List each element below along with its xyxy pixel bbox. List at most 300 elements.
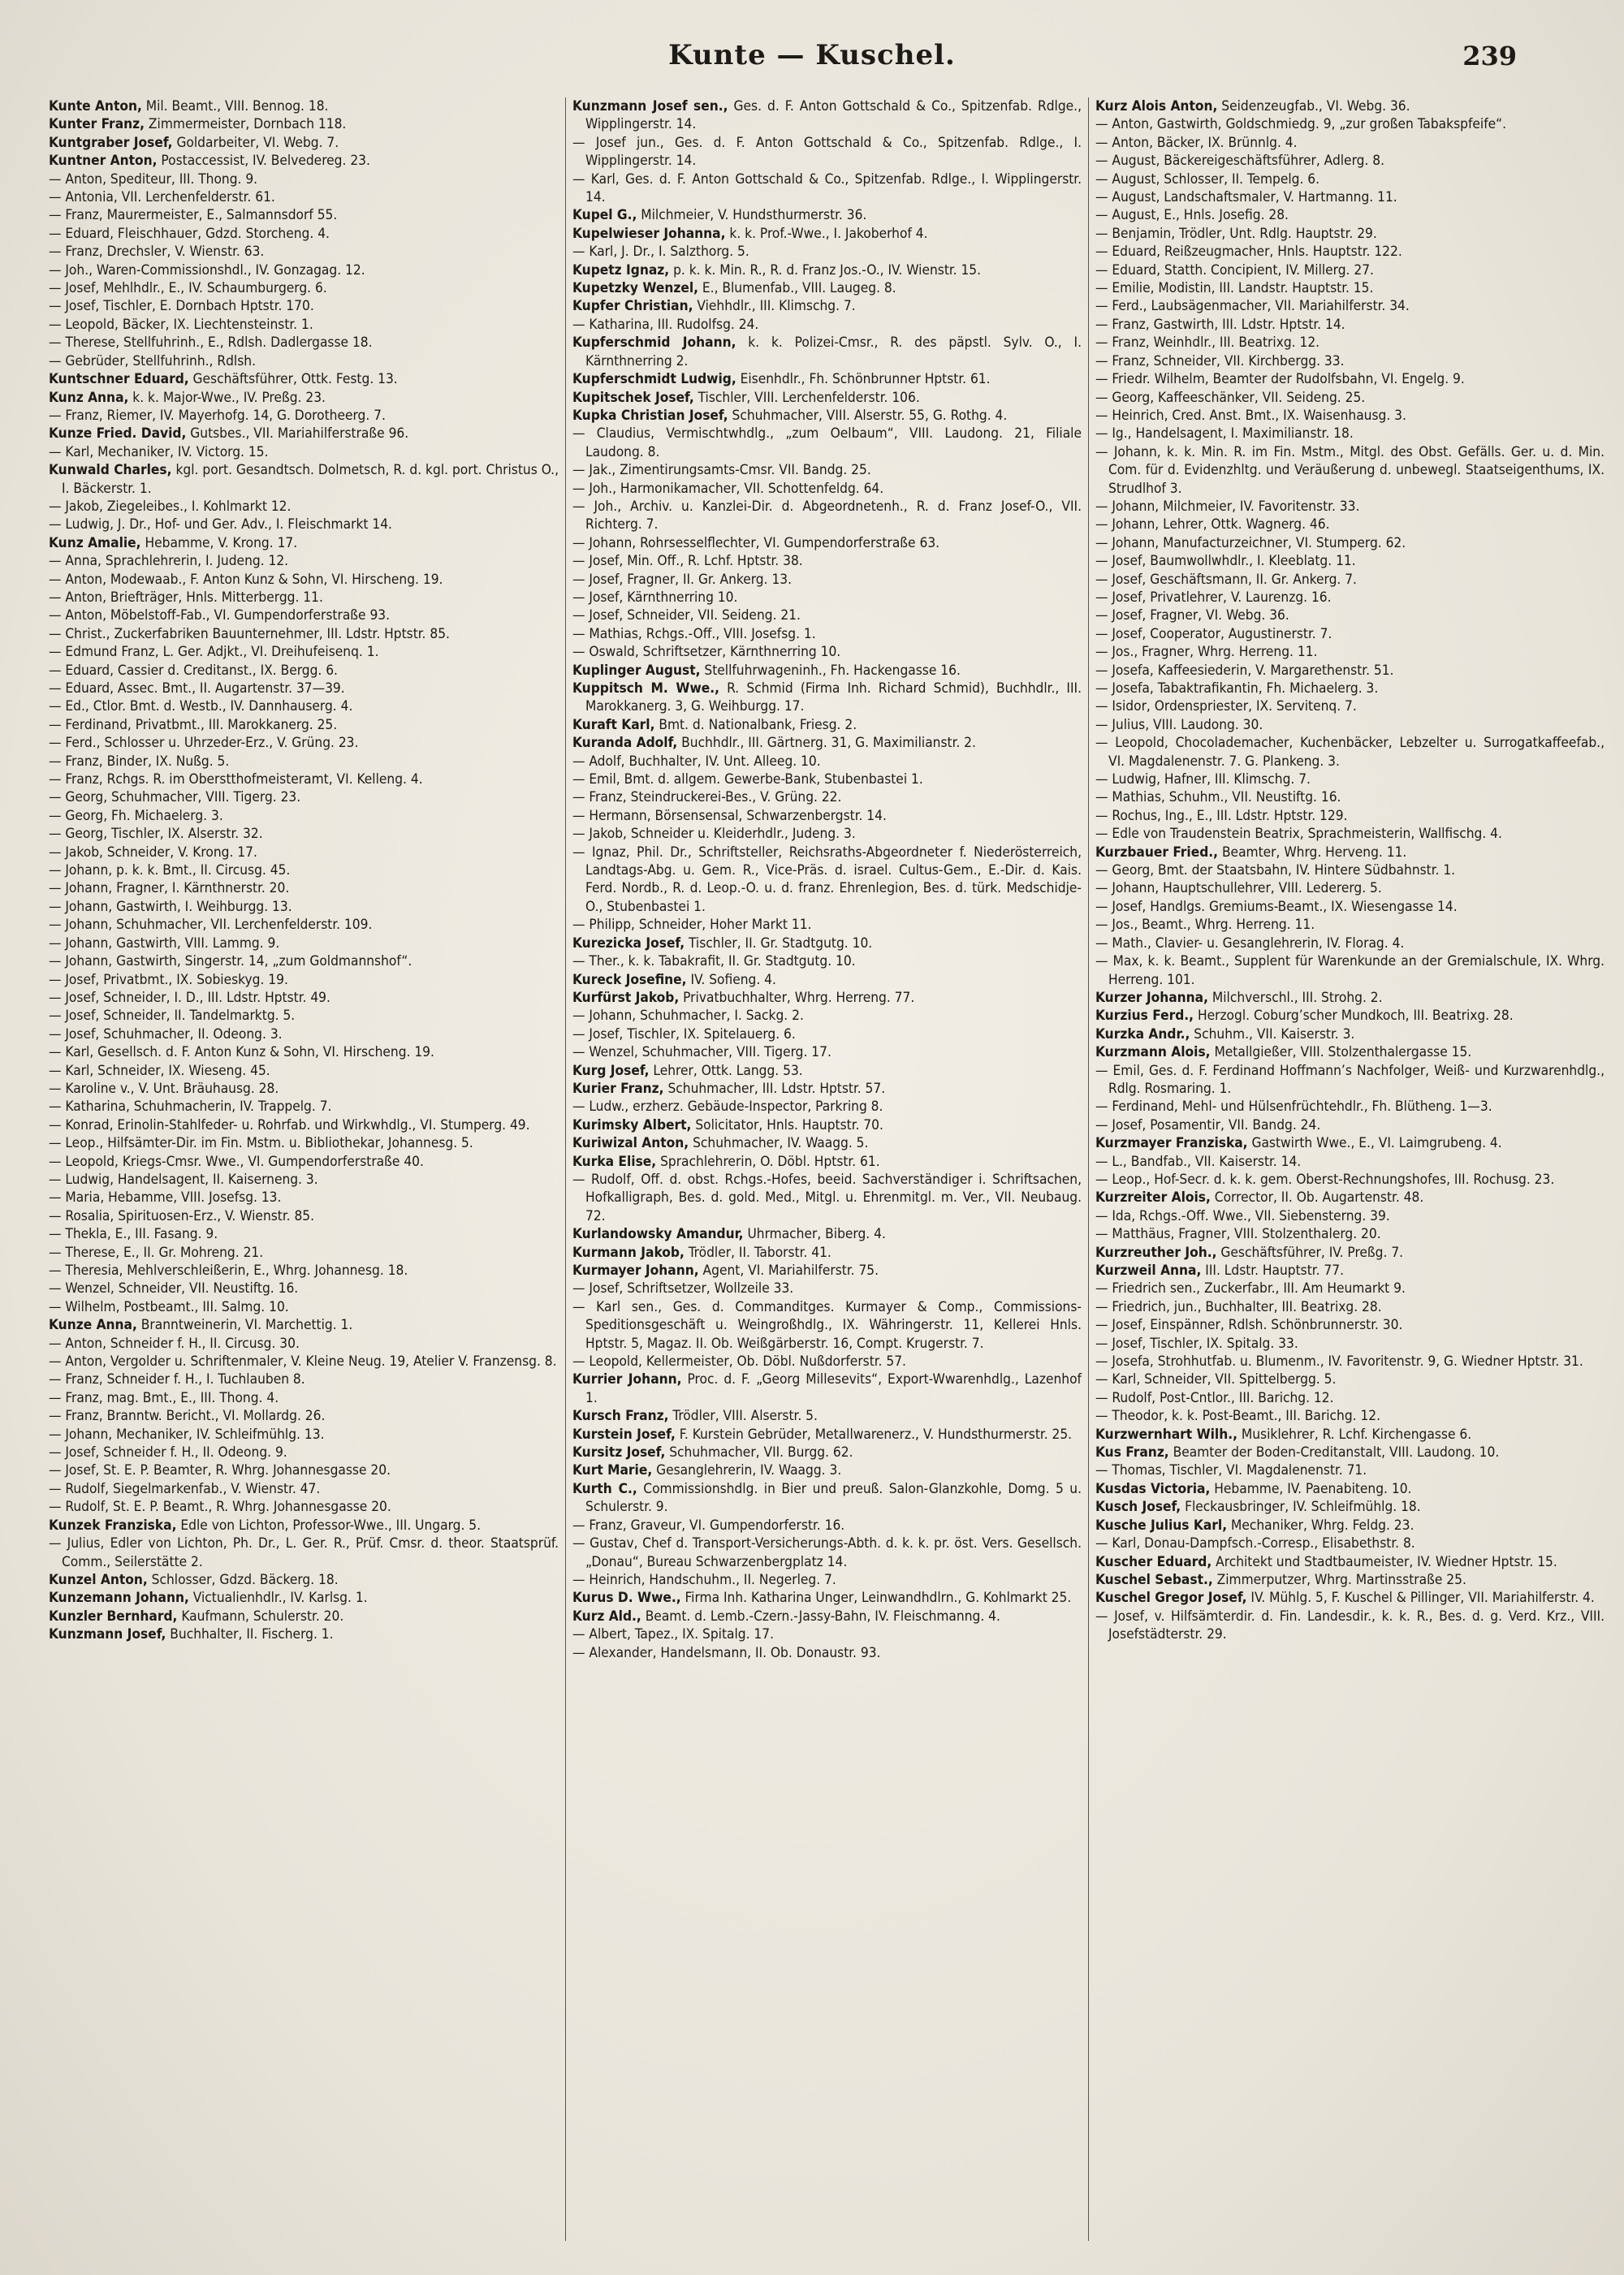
entry-details: Schuhmacher, VIII. Alserstr. 55, G. Rothg. 4.: [728, 407, 1008, 424]
directory-entry: [49, 680, 559, 697]
directory-entry: [1095, 898, 1605, 916]
entry-details: — Karl, Schneider, VII. Spittelbergg. 5.: [1095, 1371, 1337, 1388]
directory-entry: [49, 916, 559, 934]
entry-details: — Thomas, Tischler, VI. Magdalenenstr. 71.: [1095, 1462, 1367, 1479]
entry-name: Kuntner Anton,: [49, 153, 158, 170]
directory-entry: [572, 680, 1082, 716]
directory-entry: [49, 1134, 559, 1152]
entry-details: — Heinrich, Cred. Anst. Bmt., IX. Waisenhausg. 3.: [1095, 407, 1406, 424]
entry-details: — Eduard, Statth. Concipient, IV. Millerg. 27.: [1095, 261, 1374, 278]
entry-details: Viehhdlr., III. Klimschg. 7.: [693, 298, 856, 315]
entry-details: — Johann, Gastwirth, VIII. Lammg. 9.: [49, 935, 280, 952]
directory-entry: [49, 662, 559, 680]
entry-details: Hebamme, IV. Paenabiteng. 10.: [1210, 1480, 1412, 1497]
entry-name: Kunzek Franziska,: [49, 1517, 177, 1534]
entry-details: Postaccessist, IV. Belvedereg. 23.: [157, 153, 370, 170]
entry-details: — Josef, Schriftsetzer, Wollzeile 33.: [572, 1280, 794, 1297]
entry-name: Kurg Josef,: [572, 1062, 650, 1079]
entry-details: — Josef, Privatlehrer, V. Laurenzg. 16.: [1095, 589, 1332, 606]
directory-entry: [572, 1407, 1082, 1425]
entry-name: Kurus D. Wwe.,: [572, 1590, 681, 1607]
directory-entry: [1095, 279, 1605, 297]
entry-name: Kunzemann Johann,: [49, 1590, 189, 1607]
entry-details: — Josef, Schuhmacher, II. Odeong. 3.: [49, 1025, 283, 1043]
directory-entry: [1095, 1153, 1605, 1171]
entry-name: Kuntschner Eduard,: [49, 371, 189, 388]
entry-details: — Johann, Hauptschullehrer, VIII. Ledererg. 5.: [1095, 880, 1382, 897]
directory-entry: [49, 206, 559, 224]
entry-details: — Johann, Milchmeier, IV. Favoritenstr. 33.: [1095, 498, 1360, 515]
entry-details: Lehrer, Ottk. Langg. 53.: [649, 1062, 803, 1079]
directory-entry: [49, 171, 559, 188]
entry-details: Buchhalter, II. Fischerg. 1.: [166, 1626, 334, 1643]
entry-details: Uhrmacher, Biberg. 4.: [743, 1226, 886, 1243]
column-3: [1088, 97, 1611, 2241]
entry-name: Kurzreuther Joh.,: [1095, 1244, 1217, 1261]
directory-entry: [1095, 1298, 1605, 1316]
directory-entry: [49, 1189, 559, 1207]
entry-details: k. k. Major-Wwe., IV. Preßg. 23.: [128, 389, 326, 406]
entry-details: — Georg, Schuhmacher, VIII. Tigerg. 23.: [49, 789, 301, 806]
directory-entry: [572, 825, 1082, 843]
entry-details: Firma Inh. Katharina Unger, Leinwandhdlrn., G. Kohlmarkt 25.: [680, 1590, 1072, 1607]
directory-entry: [572, 952, 1082, 970]
entry-name: Kuppitsch M. Wwe.,: [572, 680, 720, 697]
entry-details: — Isidor, Ordenspriester, IX. Servitenq. 7.: [1095, 698, 1357, 715]
directory-entry: [1095, 589, 1605, 607]
entry-details: — Katharina, Schuhmacherin, IV. Trappelg. 7.: [49, 1099, 332, 1116]
entry-details: — Thekla, E., III. Fasang. 9.: [49, 1226, 218, 1243]
entry-details: — Josef, Tischler, IX. Spitalg. 33.: [1095, 1335, 1298, 1352]
directory-entry: [49, 1116, 559, 1134]
directory-entry: [49, 1625, 559, 1643]
directory-entry: [1095, 1225, 1605, 1243]
entry-name: Kupel G.,: [572, 207, 637, 224]
directory-entry: [49, 461, 559, 498]
entry-details: — Josefa, Kaffeesiederin, V. Margarethenstr. 51.: [1095, 662, 1394, 679]
directory-entry: [572, 297, 1082, 315]
entry-name: Kurzmann Alois,: [1095, 1044, 1211, 1061]
entry-details: Edle von Lichton, Professor-Wwe., III. Ungarg. 5.: [176, 1517, 482, 1534]
entry-details: — Rudolf, St. E. P. Beamt., R. Whrg. Johannesgasse 20.: [49, 1499, 391, 1516]
entry-details: — Josef, Mehlhdlr., E., IV. Schaumburgerg. 6.: [49, 280, 327, 297]
directory-entry: [1095, 97, 1605, 115]
entry-details: — Josef, Handlgs. Gremiums-Beamt., IX. Wiesengasse 14.: [1095, 898, 1458, 915]
directory-entry: [1095, 243, 1605, 261]
entry-name: Kurlandowsky Amandur,: [572, 1226, 744, 1243]
entry-name: Kupfer Christian,: [572, 298, 693, 315]
entry-name: Kurth C.,: [572, 1480, 637, 1497]
directory-columns: [42, 97, 1614, 2241]
directory-entry: [49, 1589, 559, 1607]
directory-entry: [572, 279, 1082, 297]
directory-entry: [572, 607, 1082, 624]
entry-details: — Rosalia, Spirituosen-Erz., V. Wienstr. 85.: [49, 1207, 315, 1224]
directory-entry: [49, 697, 559, 715]
entry-details: Eisenhdlr., Fh. Schönbrunner Hptstr. 61.: [736, 371, 991, 388]
directory-entry: [1095, 334, 1605, 352]
entry-details: — August, E., Hnls. Josefig. 28.: [1095, 207, 1289, 224]
directory-entry: [1095, 1535, 1605, 1552]
directory-entry: [49, 1608, 559, 1625]
entry-name: Kurz Alois Anton,: [1095, 98, 1218, 114]
entry-details: — Johann, Schuhmacher, I. Sackg. 2.: [572, 1008, 804, 1025]
entry-details: — Josef, Fragner, II. Gr. Ankerg. 13.: [572, 571, 793, 588]
entry-name: Kunzler Bernhard,: [49, 1608, 178, 1625]
directory-entry: [49, 1080, 559, 1098]
entry-name: Kurzmayer Franziska,: [1095, 1135, 1248, 1152]
entry-name: Kurstein Josef,: [572, 1426, 676, 1443]
directory-entry: [572, 370, 1082, 388]
directory-entry: [572, 243, 1082, 261]
entry-details: — Anton, Bäcker, IX. Brünnlg. 4.: [1095, 134, 1298, 151]
entry-details: — Karoline v., V. Unt. Bräuhausg. 28.: [49, 1080, 279, 1097]
directory-entry: [49, 516, 559, 533]
directory-entry: [1095, 788, 1605, 806]
directory-entry: [1095, 935, 1605, 952]
directory-entry: [1095, 625, 1605, 643]
directory-entry: [49, 971, 559, 989]
entry-details: — Ida, Rchgs.-Off. Wwe., VII. Siebensterng. 39.: [1095, 1207, 1390, 1224]
directory-entry: [49, 1517, 559, 1535]
directory-entry: [49, 734, 559, 752]
directory-entry: [49, 407, 559, 425]
entry-details: Gesanglehrerin, IV. Waagg. 3.: [652, 1462, 842, 1479]
entry-details: — Franz, Maurermeister, E., Salmannsdorf 55.: [49, 207, 338, 224]
directory-entry: [1095, 1134, 1605, 1152]
directory-entry: [1095, 1444, 1605, 1461]
directory-entry: [49, 1171, 559, 1189]
directory-entry: [49, 1335, 559, 1353]
entry-details: Schlosser, Gdzd. Bäckerg. 18.: [147, 1571, 339, 1588]
directory-entry: [1095, 1571, 1605, 1589]
directory-entry: [1095, 1480, 1605, 1498]
entry-details: p. k. k. Min. R., R. d. Franz Jos.-O., IV. Wienstr. 15.: [669, 261, 982, 278]
directory-entry: [1095, 1517, 1605, 1535]
entry-details: — Gebrüder, Stellfuhrinh., Rdlsh.: [49, 352, 257, 369]
directory-entry: [572, 807, 1082, 825]
entry-name: Kurimsky Albert,: [572, 1116, 692, 1133]
directory-entry: [572, 1571, 1082, 1589]
entry-details: — Philipp, Schneider, Hoher Markt 11.: [572, 917, 812, 934]
entry-details: — Karl, Schneider, IX. Wieseng. 45.: [49, 1062, 270, 1079]
column-2: [565, 97, 1088, 2241]
directory-entry: [49, 498, 559, 516]
entry-details: — Franz, Graveur, VI. Gumpendorferstr. 16.: [572, 1517, 845, 1534]
directory-entry: [1095, 1280, 1605, 1297]
entry-details: — Josef, Schneider, II. Tandelmarktg. 5.: [49, 1008, 296, 1025]
directory-entry: [1095, 952, 1605, 989]
entry-details: — Gustav, Chef d. Transport-Versicherungs-Abth. d. k. k. pr. öst. Vers. Gesellsch. „Donau“, Bureau Schwarzenbergplatz 14.: [572, 1535, 1082, 1570]
directory-entry: [1095, 297, 1605, 315]
entry-details: — Konrad, Erinolin-Stahlfeder- u. Rohrfab. und Wirkwhdlg., VI. Stumperg. 49.: [49, 1116, 530, 1133]
directory-entry: [1095, 552, 1605, 570]
entry-details: — Joh., Archiv. u. Kanzlei-Dir. d. Abgeordnetenh., R. d. Franz Josef-O., VII. Richterg. 7.: [572, 498, 1082, 533]
directory-entry: [572, 1608, 1082, 1625]
directory-entry: [572, 134, 1082, 171]
entry-details: — Maria, Hebamme, VIII. Josefsg. 13.: [49, 1189, 282, 1207]
directory-entry: [49, 1461, 559, 1479]
entry-details: — Franz, Steindruckerei-Bes., V. Grüng. 22.: [572, 789, 842, 806]
entry-details: — Mathias, Schuhm., VII. Neustiftg. 16.: [1095, 789, 1341, 806]
entry-details: — Max, k. k. Beamt., Supplent für Warenkunde an der Gremialschule, IX. Whrg. Herreng. 101.: [1095, 953, 1605, 988]
entry-details: — Hermann, Börsensensal, Schwarzenbergstr. 14.: [572, 807, 887, 824]
entry-details: — Jakob, Schneider u. Kleiderhdlr., Judeng. 3.: [572, 826, 856, 843]
directory-entry: [49, 1098, 559, 1116]
directory-entry: [1095, 697, 1605, 715]
entry-details: — Johann, Gastwirth, I. Weihburgg. 13.: [49, 898, 292, 915]
directory-entry: [1095, 1426, 1605, 1444]
entry-name: Kunzmann Josef sen.,: [572, 98, 728, 114]
entry-name: Kurzbauer Fried.,: [1095, 844, 1219, 861]
entry-name: Kuschel Gregor Josef,: [1095, 1590, 1247, 1607]
directory-entry: [1095, 1608, 1605, 1644]
entry-name: Kurfürst Jakob,: [572, 989, 680, 1006]
entry-details: — Franz, Schneider, VII. Kirchbergg. 33.: [1095, 352, 1345, 369]
directory-entry: [49, 316, 559, 334]
directory-entry: [572, 498, 1082, 534]
directory-entry: [572, 1535, 1082, 1571]
entry-details: — Franz, Branntw. Bericht., VI. Mollardg. 26.: [49, 1408, 326, 1425]
directory-entry: [1095, 1262, 1605, 1280]
entry-details: — Anton, Modewaab., F. Anton Kunz & Sohn, VI. Hirscheng. 19.: [49, 571, 443, 588]
entry-details: — Anton, Möbelstoff-Fab., VI. Gumpendorferstraße 93.: [49, 607, 391, 624]
directory-entry: [572, 844, 1082, 917]
directory-entry: [572, 1426, 1082, 1444]
entry-details: — Leopold, Bäcker, IX. Liechtensteinstr. 1.: [49, 316, 313, 333]
directory-entry: [1095, 1116, 1605, 1134]
entry-details: Solicitator, Hnls. Hauptstr. 70.: [691, 1116, 883, 1133]
directory-entry: [49, 1062, 559, 1080]
directory-entry: [572, 1025, 1082, 1043]
entry-details: — Karl, Ges. d. F. Anton Gottschald & Co., Spitzenfab. Rdlge., I. Wipplingerstr. 14.: [572, 171, 1082, 206]
directory-entry: [572, 1444, 1082, 1461]
directory-entry: [572, 225, 1082, 243]
entry-details: — Josef, Kärnthnerring 10.: [572, 589, 738, 606]
directory-entry: [572, 989, 1082, 1007]
entry-details: — Ferd., Laubsägenmacher, VII. Mariahilferstr. 34.: [1095, 298, 1410, 315]
entry-details: — Karl sen., Ges. d. Commanditges. Kurmayer & Comp., Commissions-Speditionsgeschäft u. Weingroßhdlg., IX. Währingerstr. 11, Kellerei Hnls. Hptstr. 5, Magaz. II. Ob. Weißgärberstr. 16, Compt. Krugerstr. 7.: [572, 1298, 1082, 1352]
directory-entry: [1095, 662, 1605, 680]
entry-details: — Johann, Manufacturzeichner, VI. Stumperg. 62.: [1095, 534, 1406, 551]
entry-details: — Oswald, Schriftsetzer, Kärnthnerring 10.: [572, 644, 841, 661]
entry-name: Kupitschek Josef,: [572, 389, 694, 406]
entry-details: — Friedrich sen., Zuckerfabr., III. Am Heumarkt 9.: [1095, 1280, 1406, 1297]
entry-details: Schuhmacher, III. Ldstr. Hptstr. 57.: [663, 1080, 886, 1097]
entry-details: — Theodor, k. k. Post-Beamt., III. Barichg. 12.: [1095, 1408, 1381, 1425]
directory-entry: [1095, 1589, 1605, 1607]
entry-details: — Josef, v. Hilfsämterdir. d. Fin. Landesdir., k. k. R., Bes. d. g. Verd. Krz., VIII. Josefstädterstr. 29.: [1095, 1608, 1605, 1643]
directory-entry: [572, 625, 1082, 643]
entry-details: Schuhm., VII. Kaiserstr. 3.: [1190, 1025, 1355, 1043]
directory-entry: [572, 461, 1082, 479]
entry-details: — Wilhelm, Postbeamt., III. Salmg. 10.: [49, 1298, 289, 1315]
entry-name: Kunze Anna,: [49, 1317, 137, 1334]
directory-entry: [49, 643, 559, 661]
directory-entry: [49, 1426, 559, 1444]
entry-details: — Karl, Mechaniker, IV. Victorg. 15.: [49, 443, 269, 460]
directory-entry: [572, 1644, 1082, 1662]
entry-name: Kupelwieser Johanna,: [572, 225, 726, 242]
entry-name: Kusche Julius Karl,: [1095, 1517, 1228, 1534]
entry-details: Geschäftsführer, IV. Preßg. 7.: [1216, 1244, 1404, 1261]
page-number: 239: [1462, 41, 1517, 71]
directory-entry: [1095, 1025, 1605, 1043]
entry-details: — Ludwig, Handelsagent, II. Kaiserneng. 3.: [49, 1171, 318, 1188]
entry-details: — Johann, Gastwirth, Singerstr. 14, „zum Goldmannshof“.: [49, 953, 412, 970]
directory-entry: [49, 716, 559, 734]
directory-entry: [49, 807, 559, 825]
entry-details: Herzogl. Coburg’scher Mundkoch, III. Beatrixg. 28.: [1194, 1008, 1514, 1025]
entry-details: — Ig., Handelsagent, I. Maximilianstr. 18.: [1095, 425, 1354, 442]
entry-details: — Anton, Schneider f. H., II. Circusg. 30.: [49, 1335, 300, 1352]
directory-entry: [1095, 188, 1605, 206]
column-1: [42, 97, 565, 2241]
directory-entry: [49, 844, 559, 861]
entry-details: Schuhmacher, VII. Burgg. 62.: [665, 1444, 853, 1461]
entry-details: — Anton, Vergolder u. Schriftenmaler, V. Kleine Neug. 19, Atelier V. Franzensg. 8.: [49, 1353, 557, 1371]
entry-details: — Benjamin, Trödler, Unt. Rdlg. Hauptstr. 29.: [1095, 225, 1377, 242]
directory-entry: [49, 1480, 559, 1498]
entry-details: — Franz, Riemer, IV. Mayerhofg. 14, G. Dorotheerg. 7.: [49, 407, 386, 424]
entry-details: IV. Sofieng. 4.: [686, 971, 776, 988]
entry-name: Kuraft Karl,: [572, 716, 655, 733]
directory-entry: [49, 1244, 559, 1262]
directory-entry: [572, 1080, 1082, 1098]
entry-details: — Josef, Einspänner, Rdlsh. Schönbrunnerstr. 30.: [1095, 1317, 1403, 1334]
entry-name: Kunter Franz,: [49, 116, 145, 133]
entry-details: R. Schmid (Firma Inh. Richard Schmid), Buchhdlr., III. Marokkanerg. 3, G. Weihburgg. 17.: [585, 680, 1082, 715]
entry-details: — Anton, Spediteur, III. Thong. 9.: [49, 171, 258, 188]
entry-details: Beamter, Whrg. Herveng. 11.: [1218, 844, 1407, 861]
entry-details: — Friedrich, jun., Buchhalter, III. Beatrixg. 28.: [1095, 1298, 1382, 1315]
entry-details: Trödler, VIII. Alserstr. 5.: [668, 1408, 818, 1425]
directory-entry: [49, 1043, 559, 1061]
entry-details: — Anton, Gastwirth, Goldschmiedg. 9, „zur großen Tabakspfeife“.: [1095, 116, 1507, 133]
entry-details: Metallgießer, VIII. Stolzenthalergasse 15.: [1210, 1044, 1472, 1061]
directory-entry: [1095, 1461, 1605, 1479]
directory-entry: [1095, 534, 1605, 552]
entry-details: Tischler, VIII. Lerchenfelderstr. 106.: [693, 389, 920, 406]
directory-entry: [49, 425, 559, 442]
directory-entry: [49, 625, 559, 643]
directory-entry: [1095, 1207, 1605, 1225]
entry-name: Kus Franz,: [1095, 1444, 1169, 1461]
directory-entry: [572, 1153, 1082, 1171]
entry-details: — August, Landschaftsmaler, V. Hartmanng. 11.: [1095, 189, 1397, 206]
directory-entry: [572, 1353, 1082, 1371]
entry-details: — Josefa, Tabaktrafikantin, Fh. Michaelerg. 3.: [1095, 680, 1379, 697]
entry-details: Sprachlehrerin, O. Döbl. Hptstr. 61.: [656, 1153, 880, 1170]
entry-details: — Leopold, Chocolademacher, Kuchenbäcker, Lebzelter u. Surrogatkaffeefab., VI. Magdalenenstr. 7. G. Plankeng. 3.: [1095, 735, 1605, 770]
directory-entry: [49, 1353, 559, 1371]
entry-details: — Ignaz, Phil. Dr., Schriftsteller, Reichsraths-Abgeordneter f. Niederösterreich, Landtags-Abg. u. Gem. R., Vice-Präs. d. israel. Cultus-Gem., E.-Dir. d. Kais. Ferd. Nordb., R. d. Leop.-O. u. d. franz. Ehrenlegion, Bes. d. türk. Medschidje-O., Stubenbastei 1.: [572, 844, 1082, 915]
entry-details: Milchmeier, V. Hundsthurmerstr. 36.: [637, 207, 867, 224]
entry-details: F. Kurstein Gebrüder, Metallwarenerz., V. Hundsthurmerstr. 25.: [675, 1426, 1073, 1443]
directory-entry: [1095, 316, 1605, 334]
entry-details: — Leop., Hilfsämter-Dir. im Fin. Mstm. u. Bibliothekar, Johannesg. 5.: [49, 1135, 473, 1152]
entry-details: — Ed., Ctlor. Bmt. d. Westb., IV. Dannhauserg. 4.: [49, 698, 353, 715]
entry-details: — Math., Clavier- u. Gesanglehrerin, IV. Florag. 4.: [1095, 935, 1405, 952]
directory-entry: [572, 1461, 1082, 1479]
directory-entry: [1095, 1371, 1605, 1388]
page-title: Kunte — Kuschel.: [668, 39, 956, 71]
entry-name: Kuntgraber Josef,: [49, 134, 173, 151]
entry-details: — Johann, p. k. k. Bmt., II. Circusg. 45.: [49, 862, 291, 879]
directory-entry: [572, 1007, 1082, 1025]
directory-entry: [572, 788, 1082, 806]
entry-details: Proc. d. F. „Georg Millesevits“, Export-Wwarenhdlg., Lazenhof 1.: [585, 1371, 1082, 1406]
entry-details: Bmt. d. Nationalbank, Friesg. 2.: [654, 716, 857, 733]
directory-entry: [1095, 171, 1605, 188]
entry-name: Kurrier Johann,: [572, 1371, 682, 1388]
entry-details: — Leopold, Kriegs-Cmsr. Wwe., VI. Gumpendorferstraße 40.: [49, 1153, 424, 1170]
directory-entry: [1095, 1553, 1605, 1571]
entry-details: Agent, VI. Mariahilferstr. 75.: [698, 1263, 879, 1279]
entry-name: Kurka Elise,: [572, 1153, 657, 1170]
directory-entry: [1095, 1316, 1605, 1334]
entry-name: Kupferschmidt Ludwig,: [572, 371, 736, 388]
entry-details: — Josef, Schneider, VII. Seideng. 21.: [572, 607, 801, 624]
directory-entry: [1095, 425, 1605, 442]
entry-name: Kuriwizal Anton,: [572, 1135, 689, 1152]
entry-details: — Katharina, III. Rudolfsg. 24.: [572, 316, 759, 333]
directory-entry: [572, 1262, 1082, 1280]
directory-entry: [1095, 352, 1605, 370]
directory-entry: [49, 152, 559, 170]
directory-entry: [1095, 134, 1605, 152]
entry-name: Kupetzky Wenzel,: [572, 280, 698, 297]
directory-entry: [1095, 1244, 1605, 1262]
directory-entry: [1095, 443, 1605, 498]
entry-details: — Franz, Drechsler, V. Wienstr. 63.: [49, 244, 265, 261]
entry-name: Kuscher Eduard,: [1095, 1553, 1212, 1570]
directory-entry: [572, 1043, 1082, 1061]
directory-entry: [49, 389, 559, 407]
directory-entry: [1095, 844, 1605, 861]
entry-details: — Edmund Franz, L. Ger. Adjkt., VI. Dreihufeisenq. 1.: [49, 644, 379, 661]
entry-details: — Heinrich, Handschuhm., II. Negerleg. 7.: [572, 1571, 836, 1588]
directory-entry: [1095, 1098, 1605, 1116]
entry-details: — Edle von Traudenstein Beatrix, Sprachmeisterin, Wallfischg. 4.: [1095, 826, 1502, 843]
directory-entry: [1095, 115, 1605, 133]
directory-entry: [49, 1535, 559, 1571]
entry-name: Kurzwernhart Wilh.,: [1095, 1426, 1237, 1443]
entry-details: III. Ldstr. Hauptstr. 77.: [1201, 1263, 1344, 1279]
entry-name: Kupetz Ignaz,: [572, 261, 670, 278]
entry-details: — Josefa, Strohhutfab. u. Blumenm., IV. Favoritenstr. 9, G. Wiedner Hptstr. 31.: [1095, 1353, 1583, 1371]
directory-entry: [49, 1444, 559, 1461]
directory-entry: [49, 1389, 559, 1407]
directory-entry: [49, 1007, 559, 1025]
entry-name: Kursch Franz,: [572, 1408, 669, 1425]
entry-details: — Georg, Kaffeeschänker, VII. Seideng. 25.: [1095, 389, 1366, 406]
entry-name: Kurmayer Johann,: [572, 1263, 699, 1279]
entry-details: — Josef, Schneider f. H., II. Odeong. 9.: [49, 1444, 287, 1461]
entry-details: Mil. Beamt., VIII. Bennog. 18.: [141, 98, 329, 114]
directory-entry: [572, 1517, 1082, 1535]
entry-details: — Joh., Harmonikamacher, VII. Schottenfeldg. 64.: [572, 480, 884, 497]
directory-entry: [572, 916, 1082, 934]
directory-entry: [1095, 571, 1605, 589]
directory-entry: [572, 935, 1082, 952]
directory-entry: [572, 1116, 1082, 1134]
entry-name: Kurmann Jakob,: [572, 1244, 685, 1261]
entry-details: Trödler, II. Taborstr. 41.: [684, 1244, 831, 1261]
directory-entry: [49, 1316, 559, 1334]
entry-details: — Antonia, VII. Lerchenfelderstr. 61.: [49, 189, 275, 206]
entry-details: k. k. Prof.-Wwe., I. Jakoberhof 4.: [725, 225, 928, 242]
